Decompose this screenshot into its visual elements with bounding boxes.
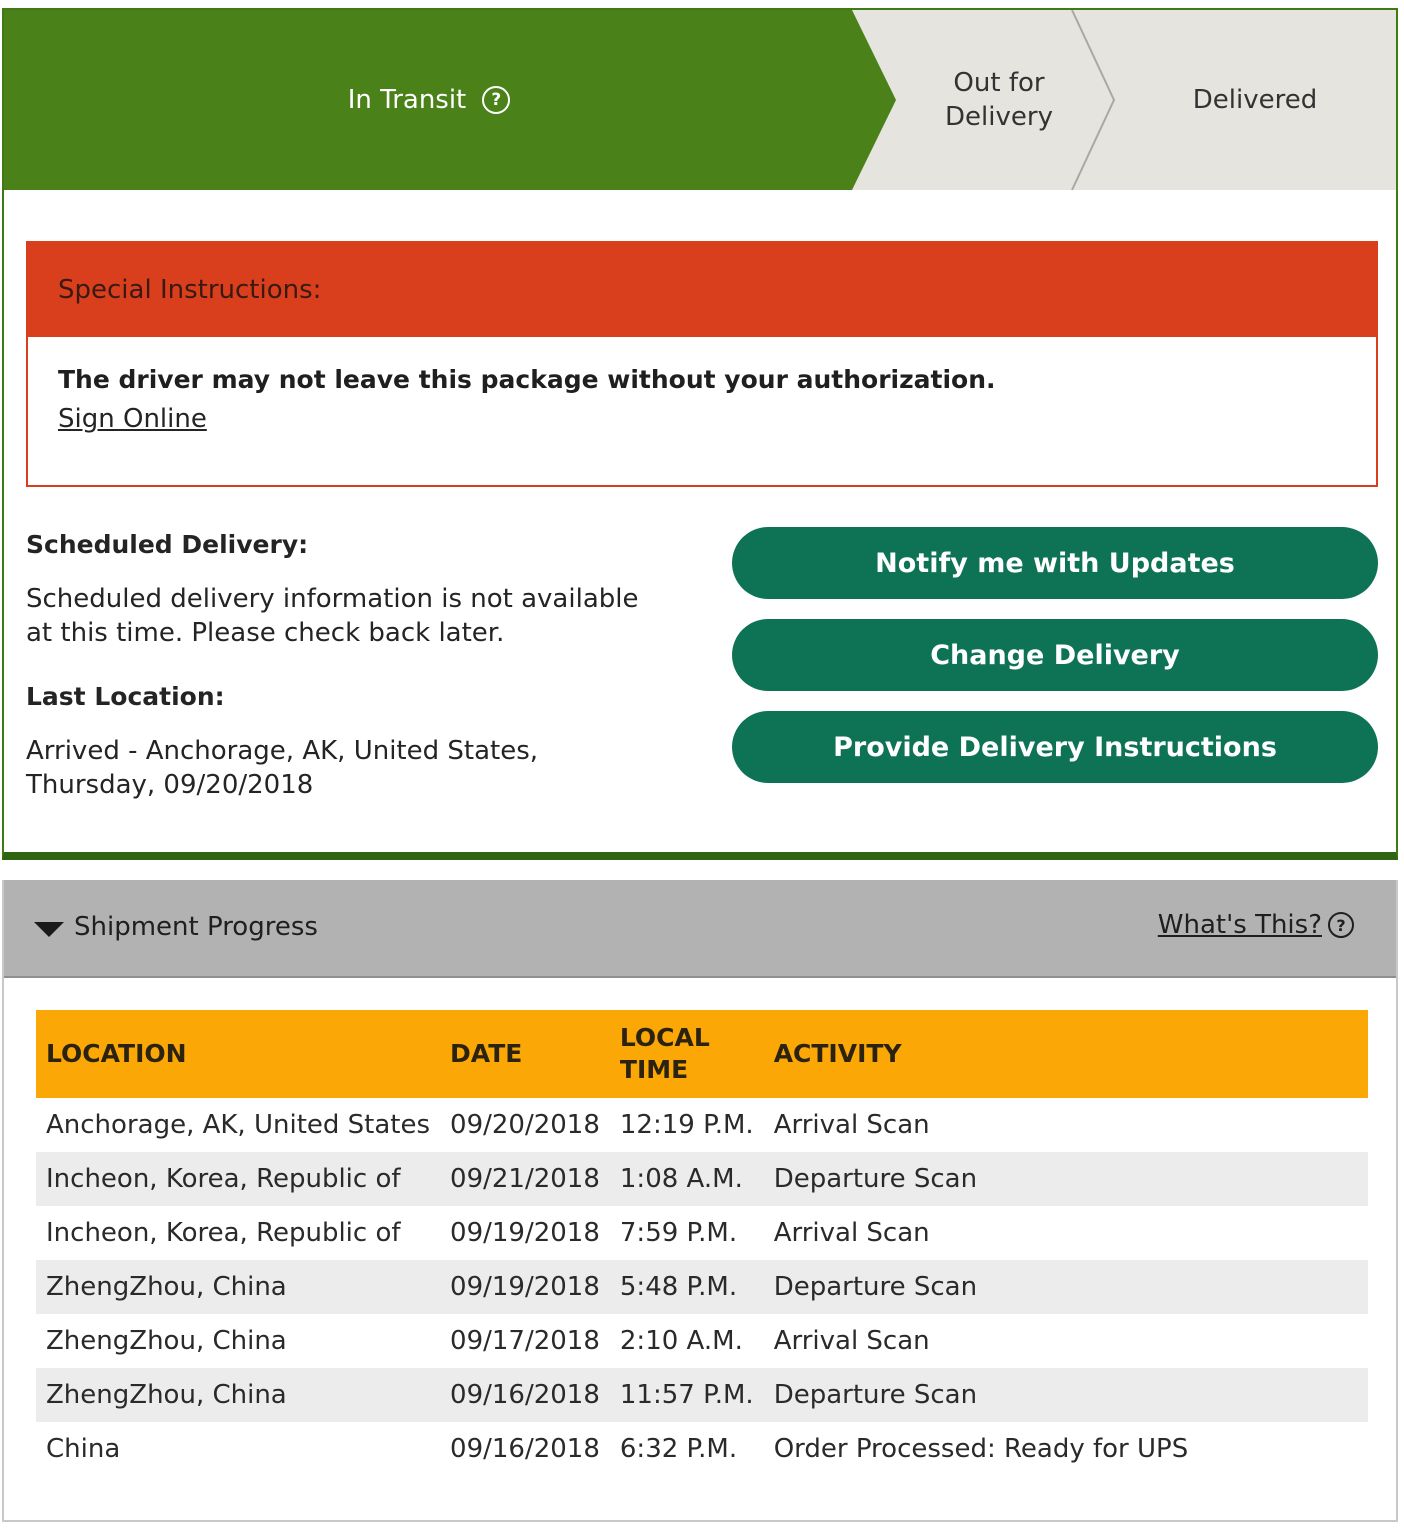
- last-location-text: [26, 734, 666, 802]
- change-delivery-button[interactable]: Change Delivery: [732, 619, 1378, 691]
- table-row: [36, 1152, 1368, 1206]
- step-out-for-delivery: [884, 10, 1114, 190]
- cell-activity: Arrival Scan: [773, 1218, 930, 1248]
- header-time-line1: LOCAL: [619, 1023, 710, 1052]
- step-delivered-label: Delivered: [1192, 85, 1318, 115]
- shipment-progress-panel: [2, 880, 1398, 1522]
- cell-location: Incheon, Korea, Republic of: [36, 1152, 440, 1206]
- table-header-row: [36, 1010, 1368, 1098]
- scheduled-delivery-title: Scheduled Delivery:: [26, 530, 309, 559]
- special-instructions-box: [26, 241, 1378, 487]
- cell-time: 11:57 P.M.: [610, 1368, 764, 1422]
- step-delivered: [1114, 10, 1396, 190]
- step-out-label-line2: Delivery: [945, 102, 1053, 132]
- shipment-activity-table: [36, 1010, 1368, 1476]
- cell-time: 7:59 P.M.: [619, 1218, 738, 1248]
- whats-this-link[interactable]: What's This?: [1157, 910, 1322, 940]
- last-location-line2: Thursday, 09/20/2018: [26, 770, 314, 800]
- cell-date: 09/16/2018: [440, 1368, 610, 1422]
- cell-location: ZhengZhou, China: [36, 1260, 440, 1314]
- cell-activity: Arrival Scan: [773, 1110, 930, 1140]
- cell-activity: Departure Scan: [764, 1260, 1368, 1314]
- cell-date: 09/21/2018: [440, 1152, 610, 1206]
- cell-time: 6:32 P.M.: [619, 1434, 738, 1464]
- step-in-transit-label: In Transit: [347, 85, 467, 115]
- cell-date: 09/19/2018: [440, 1260, 610, 1314]
- cell-activity: Arrival Scan: [773, 1326, 930, 1356]
- step-in-transit: [4, 10, 854, 190]
- special-instructions-message: The driver may not leave this package without your authorization.: [58, 365, 996, 394]
- header-local-time: [610, 1010, 764, 1098]
- cell-date: 09/16/2018: [450, 1434, 600, 1464]
- cell-date: 09/19/2018: [450, 1218, 600, 1248]
- cell-location: ZhengZhou, China: [46, 1326, 287, 1356]
- progress-stepper: [4, 10, 1396, 190]
- cell-location: ZhengZhou, China: [36, 1368, 440, 1422]
- cell-time: 2:10 A.M.: [619, 1326, 743, 1356]
- provide-instructions-button[interactable]: Provide Delivery Instructions: [732, 711, 1378, 783]
- table-row: [36, 1098, 1368, 1152]
- table-row: [36, 1422, 1368, 1476]
- sign-online-link[interactable]: Sign Online: [58, 404, 207, 434]
- cell-date: 09/17/2018: [450, 1326, 600, 1356]
- step-out-label-line1: Out for: [953, 68, 1045, 98]
- notify-updates-button[interactable]: Notify me with Updates: [732, 527, 1378, 599]
- help-icon[interactable]: ?: [1328, 912, 1354, 938]
- scheduled-delivery-text: Scheduled delivery information is not available at this time. Please check back later.: [26, 584, 639, 648]
- cell-activity: Departure Scan: [764, 1152, 1368, 1206]
- tracking-status-card: [2, 8, 1398, 860]
- table-row: [36, 1368, 1368, 1422]
- caret-down-icon[interactable]: [34, 922, 64, 937]
- whats-this: [1158, 910, 1354, 940]
- cell-time: 5:48 P.M.: [610, 1260, 764, 1314]
- header-activity: ACTIVITY: [764, 1010, 1368, 1098]
- cell-time: 1:08 A.M.: [610, 1152, 764, 1206]
- cell-time: 12:19 P.M.: [619, 1110, 754, 1140]
- table-row: [36, 1314, 1368, 1368]
- cell-location: Incheon, Korea, Republic of: [46, 1218, 401, 1248]
- cell-location: Anchorage, AK, United States: [46, 1110, 431, 1140]
- header-location: LOCATION: [36, 1010, 440, 1098]
- cell-date: 09/20/2018: [450, 1110, 600, 1140]
- cell-activity: Departure Scan: [764, 1368, 1368, 1422]
- shipment-progress-title[interactable]: Shipment Progress: [74, 912, 318, 942]
- last-location-title: Last Location:: [26, 682, 225, 711]
- table-row: [36, 1206, 1368, 1260]
- shipment-progress-header[interactable]: [4, 880, 1396, 978]
- header-date: DATE: [440, 1010, 610, 1098]
- header-time-line2: TIME: [619, 1055, 689, 1084]
- cell-activity: Order Processed: Ready for UPS: [773, 1434, 1189, 1464]
- special-instructions-heading: Special Instructions:: [28, 243, 1376, 337]
- cell-location: China: [46, 1434, 121, 1464]
- last-location-line1: Arrived - Anchorage, AK, United States,: [26, 736, 539, 766]
- table-row: [36, 1260, 1368, 1314]
- help-icon[interactable]: ?: [482, 86, 510, 114]
